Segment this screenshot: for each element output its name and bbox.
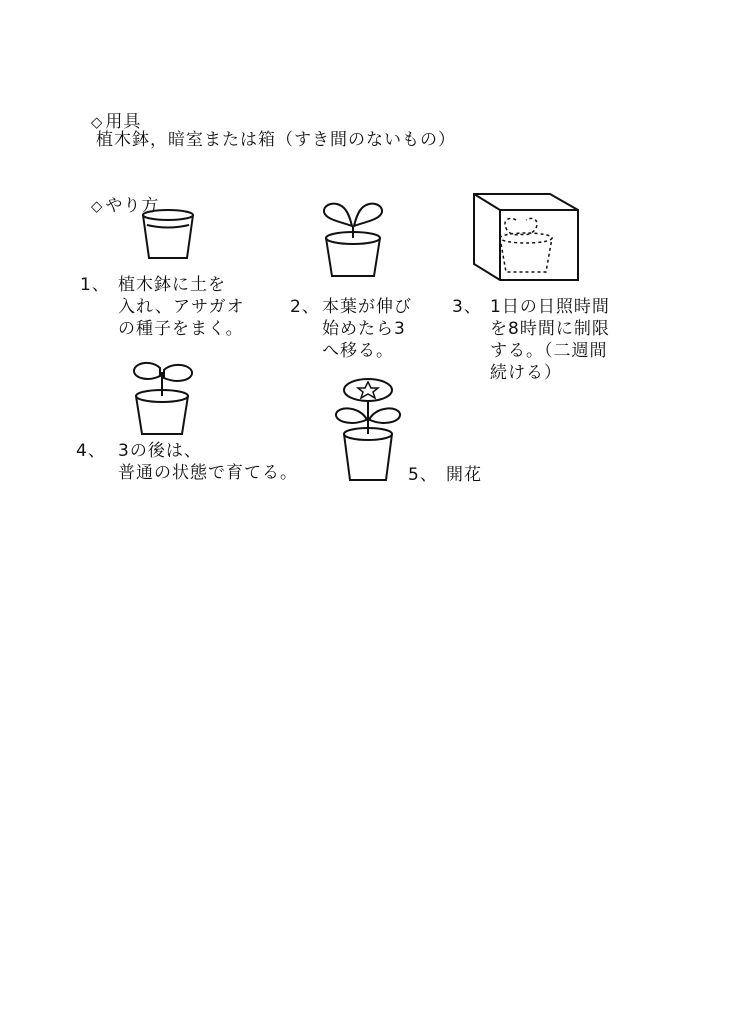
step-2-line-2: 始めたら3 (322, 319, 406, 339)
covered-box-drawing (470, 190, 580, 282)
step-2-line-3: へ移る。 (322, 341, 394, 361)
step-5-line-1: 開花 (446, 465, 482, 485)
step-3-line-1: 1日の日照時間 (490, 297, 610, 317)
step-1-line-2: 入れ、アサガオ (118, 297, 245, 317)
step-1-line-1: 植木鉢に土を (118, 275, 226, 295)
step-1-number: 1、 (80, 275, 110, 295)
materials-text: 植木鉢，暗室または箱（すき間のないもの） (96, 130, 456, 150)
diamond-marker-icon: ◇ (90, 113, 104, 131)
step-3-line-2: を8時間に制限 (490, 319, 610, 339)
step-4-number: 4、 (76, 441, 106, 461)
step-3-line-3: する。（二週間 (490, 341, 608, 361)
grown-plant-drawing (130, 356, 196, 438)
method-heading-label: やり方 (105, 196, 160, 216)
step-2-number: 2、 (290, 297, 320, 317)
step-4-line-2: 普通の状態で育てる。 (118, 463, 298, 483)
step-3-number: 3、 (452, 297, 482, 317)
diamond-marker-icon: ◇ (90, 197, 104, 215)
materials-heading-label: 用具 (105, 112, 142, 132)
pot-with-soil-drawing (138, 206, 198, 262)
step-1-line-3: の種子をまく。 (118, 319, 244, 339)
materials-heading (78, 88, 141, 134)
seedling-pot-drawing (320, 198, 386, 280)
step-3-line-4: 続ける） (490, 363, 562, 383)
flowering-plant-drawing (332, 376, 404, 484)
step-2-line-1: 本葉が伸び (322, 297, 412, 317)
step-5-number: 5、 (408, 465, 438, 485)
step-4-line-1: 3の後は、 (118, 441, 202, 461)
